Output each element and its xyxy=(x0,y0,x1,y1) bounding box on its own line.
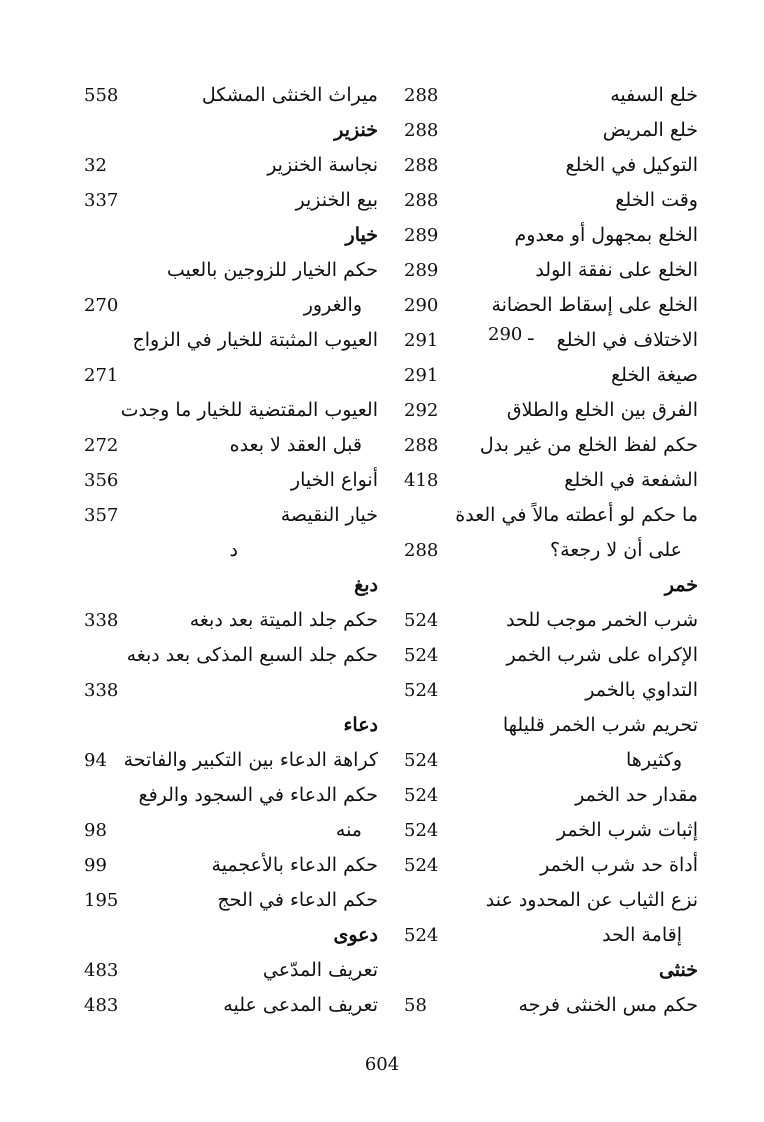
entry-text: العيوب المقتضية للخيار ما وجدت xyxy=(120,399,378,421)
entry-text: مقدار حد الخمر xyxy=(575,784,698,806)
entry-text: حكم جلد الميتة بعد دبغه xyxy=(189,609,378,631)
index-entry xyxy=(398,813,698,848)
entry-text: خيار xyxy=(345,224,378,246)
entry-text: حكم جلد السبع المذكى بعد دبغه xyxy=(126,644,378,666)
entry-page-number: 58 xyxy=(404,995,427,1016)
index-entry xyxy=(78,848,378,883)
entry-text: خلع المريض xyxy=(602,119,698,141)
index-entry xyxy=(78,953,378,988)
page-number: 604 xyxy=(364,1054,400,1075)
entry-page-number: 288 xyxy=(404,435,439,456)
index-entry xyxy=(78,358,378,393)
index-heading xyxy=(78,113,378,148)
index-heading xyxy=(78,218,378,253)
entry-text: حكم الدعاء بالأعجمية xyxy=(211,854,378,876)
entry-text: نجاسة الخنزير xyxy=(267,154,378,176)
index-entry xyxy=(78,603,378,638)
index-entry xyxy=(78,253,378,288)
index-heading xyxy=(78,568,378,603)
entry-page-number: 272 xyxy=(84,435,119,456)
entry-page-number: 289 xyxy=(404,225,439,246)
index-entry xyxy=(398,988,698,1023)
index-entry xyxy=(78,463,378,498)
entry-text: الخلع على إسقاط الحضانة xyxy=(491,294,698,316)
index-entry xyxy=(398,358,698,393)
entry-text: إثبات شرب الخمر xyxy=(556,819,698,841)
entry-page-number: 32 xyxy=(84,155,107,176)
entry-page-number: 99 xyxy=(84,855,107,876)
index-entry xyxy=(398,183,698,218)
entry-text: ميراث الخنثى المشكل xyxy=(201,84,378,106)
entry-page-number: 357 xyxy=(84,505,119,526)
entry-text: الإكراه على شرب الخمر xyxy=(506,644,698,666)
entry-text: خمر xyxy=(664,574,698,596)
entry-text: حكم الدعاء في السجود والرفع xyxy=(138,784,378,806)
entry-page-number: 288 xyxy=(404,540,439,561)
index-entry xyxy=(78,428,378,463)
entry-text: حكم مس الخنثى فرجه xyxy=(518,994,698,1016)
entry-page-number: 291 xyxy=(404,365,439,386)
index-entry xyxy=(398,148,698,183)
entry-page-number: 524 xyxy=(404,855,439,876)
index-entry xyxy=(78,988,378,1023)
index-entry xyxy=(398,323,698,358)
index-entry xyxy=(78,78,378,113)
entry-text: على أن لا رجعة؟ xyxy=(549,539,682,561)
index-entry xyxy=(78,743,378,778)
index-entry xyxy=(78,673,378,708)
index-entry xyxy=(398,533,698,568)
entry-text: نزع الثياب عن المحدود عند xyxy=(485,889,698,911)
index-entry xyxy=(398,113,698,148)
entry-page-number: 483 xyxy=(84,960,119,981)
index-entry xyxy=(78,638,378,673)
entry-page-number: 558 xyxy=(84,85,119,106)
entry-page-number: 271 xyxy=(84,365,119,386)
index-entry xyxy=(398,603,698,638)
index-entry xyxy=(78,183,378,218)
index-entry xyxy=(398,673,698,708)
entry-text: تعريف المدّعي xyxy=(262,959,378,981)
entry-text: د xyxy=(229,539,238,561)
index-entry xyxy=(398,393,698,428)
entry-page-number: 524 xyxy=(404,925,439,946)
entry-text: ما حكم لو أعطته مالاً في العدة xyxy=(455,504,698,526)
entry-page-number: 289 xyxy=(404,260,439,281)
index-entry xyxy=(398,883,698,918)
index-entry xyxy=(78,288,378,323)
entry-text: خلع السفيه xyxy=(610,84,698,106)
entry-text: التوكيل في الخلع xyxy=(565,154,698,176)
entry-text: الفرق بين الخلع والطلاق xyxy=(506,399,698,421)
entry-page-number: 288 xyxy=(404,190,439,211)
entry-text: إقامة الحد xyxy=(602,924,682,946)
index-column-left xyxy=(78,78,378,1023)
index-entry xyxy=(398,253,698,288)
index-entry xyxy=(78,533,378,568)
index-entry xyxy=(398,288,698,323)
index-entry xyxy=(78,498,378,533)
index-entry xyxy=(398,918,698,953)
entry-text: وقت الخلع xyxy=(615,189,698,211)
index-column-right xyxy=(398,78,698,1023)
entry-text: تعريف المدعى عليه xyxy=(223,994,378,1016)
entry-page-number: 524 xyxy=(404,750,439,771)
index-entry xyxy=(78,148,378,183)
index-entry xyxy=(398,428,698,463)
entry-text: الخلع على نفقة الولد xyxy=(535,259,698,281)
entry-page-number: 292 xyxy=(404,400,439,421)
entry-page-number: 524 xyxy=(404,680,439,701)
entry-text: خيار النقيصة xyxy=(280,504,378,526)
index-entry xyxy=(78,393,378,428)
entry-text: الاختلاف في الخلع xyxy=(556,329,698,351)
entry-text: حكم الدعاء في الحج xyxy=(217,889,378,911)
entry-text: دعاء xyxy=(343,714,378,736)
index-heading xyxy=(398,568,698,603)
entry-page-number: 524 xyxy=(404,820,439,841)
index-entry xyxy=(398,78,698,113)
index-entry xyxy=(78,323,378,358)
index-entry xyxy=(398,463,698,498)
index-heading xyxy=(78,708,378,743)
index-entry xyxy=(398,498,698,533)
entry-page-number: 288 xyxy=(404,120,439,141)
entry-text: حكم لفظ الخلع من غير بدل xyxy=(479,434,698,456)
index-heading xyxy=(78,918,378,953)
index-heading xyxy=(398,953,698,988)
entry-text: الشفعة في الخلع xyxy=(564,469,698,491)
entry-page-number: 418 xyxy=(404,470,439,491)
entry-text: خنثى xyxy=(658,959,698,981)
index-entry xyxy=(398,743,698,778)
entry-page-number: 288 xyxy=(404,85,439,106)
index-entry xyxy=(398,218,698,253)
index-entry xyxy=(78,883,378,918)
entry-text: العيوب المثبتة للخيار في الزواج xyxy=(132,329,378,351)
entry-page-number: 338 xyxy=(84,680,119,701)
entry-page-range-start: 290 ـ xyxy=(488,324,534,345)
index-entry xyxy=(398,848,698,883)
entry-text: منه xyxy=(335,819,362,841)
entry-page-number: 483 xyxy=(84,995,119,1016)
entry-page-number: 338 xyxy=(84,610,119,631)
entry-text: قبل العقد لا بعده xyxy=(229,434,362,456)
entry-page-number: 98 xyxy=(84,820,107,841)
entry-text: التداوي بالخمر xyxy=(585,679,698,701)
entry-page-number: 524 xyxy=(404,785,439,806)
entry-page-number: 524 xyxy=(404,610,439,631)
index-entry xyxy=(78,813,378,848)
entry-text: حكم الخيار للزوجين بالعيب xyxy=(166,259,378,281)
entry-page-number: 288 xyxy=(404,155,439,176)
entry-page-number: 94 xyxy=(84,750,107,771)
index-entry xyxy=(78,778,378,813)
entry-text: دعوى xyxy=(333,924,378,946)
entry-text: بيع الخنزير xyxy=(295,189,378,211)
entry-text: الخلع بمجهول أو معدوم xyxy=(514,224,698,246)
entry-page-number: 270 xyxy=(84,295,119,316)
entry-page-number: 356 xyxy=(84,470,119,491)
entry-text: والغرور xyxy=(303,294,362,316)
entry-page-number: 195 xyxy=(84,890,119,911)
index-entry xyxy=(398,778,698,813)
entry-page-number: 290 xyxy=(404,295,439,316)
entry-text: أنواع الخيار xyxy=(290,469,378,491)
entry-page-number: 291 xyxy=(404,330,439,351)
entry-text: تحريم شرب الخمر قليلها xyxy=(502,714,698,736)
index-entry xyxy=(398,638,698,673)
entry-text: شرب الخمر موجب للحد xyxy=(506,609,698,631)
index-entry xyxy=(398,708,698,743)
entry-text: دبغ xyxy=(354,574,378,596)
entry-page-number: 337 xyxy=(84,190,119,211)
entry-text: خنزير xyxy=(334,119,378,141)
entry-text: كراهة الدعاء بين التكبير والفاتحة xyxy=(123,749,378,771)
entry-page-number: 524 xyxy=(404,645,439,666)
entry-text: أداة حد شرب الخمر xyxy=(540,854,698,876)
entry-text: وكثيرها xyxy=(626,749,682,771)
entry-text: صيغة الخلع xyxy=(611,364,698,386)
